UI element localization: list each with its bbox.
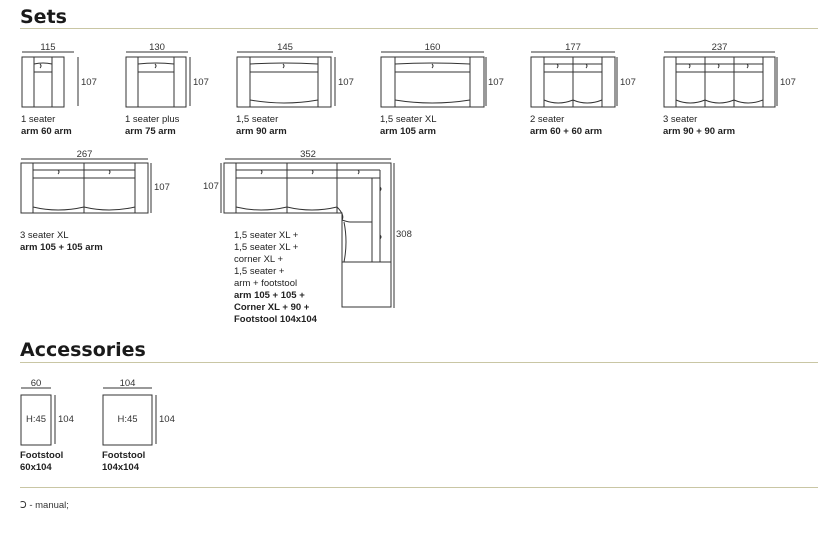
width-dimension: 104 <box>119 378 136 389</box>
width-dimension: 160 <box>424 42 441 53</box>
footstool-height-text: H:45 <box>25 414 47 425</box>
set-arm-label: arm 105 + 105 arm <box>20 242 103 253</box>
set-arm-label: arm 90 arm <box>236 126 287 137</box>
width-dimension: 267 <box>76 149 93 160</box>
accessory-size: 104x104 <box>102 462 139 473</box>
width-dimension: 237 <box>711 42 728 53</box>
depth-dimension: 308 <box>396 229 412 240</box>
accessory-name: Footstool <box>102 450 146 461</box>
legend-text: - manual; <box>29 500 69 511</box>
set-label: 1 seater plus <box>125 114 180 125</box>
height-dimension: 107 <box>203 181 219 192</box>
set-label: 3 seater XL <box>20 230 69 241</box>
set-label: 1 seater <box>21 114 56 125</box>
set-label: 3 seater <box>663 114 698 125</box>
height-dimension: 107 <box>193 77 209 88</box>
width-dimension: 177 <box>565 42 581 53</box>
set-label: 2 seater <box>530 114 565 125</box>
accessory-name: Footstool <box>20 450 64 461</box>
set-arm-label: arm 60 + 60 arm <box>530 126 603 137</box>
set-label: 1,5 seater <box>236 114 279 125</box>
sets-heading: Sets <box>20 6 67 28</box>
height-dimension: 107 <box>488 77 504 88</box>
height-dimension: 107 <box>780 77 796 88</box>
manual-recliner-icon: Ↄ <box>20 500 27 511</box>
set-arm-label: arm 60 arm <box>21 126 72 137</box>
set-label: 1,5 seater XL <box>380 114 437 125</box>
corner-set-label-3: corner XL + <box>234 254 284 265</box>
set-arm-label: arm 90 + 90 arm <box>663 126 736 137</box>
corner-set-label-1: 1,5 seater XL + <box>234 230 299 241</box>
height-dimension: 107 <box>154 182 170 193</box>
set-arm-label: arm 75 arm <box>125 126 176 137</box>
legend-divider <box>20 487 818 488</box>
corner-set-bold-1: arm 105 + 105 + <box>234 290 305 301</box>
corner-set-label-2: 1,5 seater XL + <box>234 242 299 253</box>
width-dimension: 145 <box>277 42 293 53</box>
corner-set-label-5: arm + footstool <box>234 278 298 289</box>
set-arm-label: arm 105 arm <box>380 126 436 137</box>
height-dimension: 104 <box>58 414 74 425</box>
width-dimension: 60 <box>30 378 42 389</box>
width-dimension: 130 <box>149 42 165 53</box>
accessory-size: 60x104 <box>20 462 52 473</box>
height-dimension: 107 <box>81 77 97 88</box>
width-dimension: 352 <box>300 149 316 160</box>
footstool-height-text: H:45 <box>117 414 138 425</box>
width-dimension: 115 <box>40 42 56 53</box>
corner-set-bold-3: Footstool 104x104 <box>234 314 317 325</box>
height-dimension: 104 <box>159 414 175 425</box>
height-dimension: 107 <box>620 77 636 88</box>
accessories-heading: Accessories <box>20 339 146 361</box>
height-dimension: 107 <box>338 77 354 88</box>
legend <box>20 500 69 511</box>
corner-set-label-4: 1,5 seater + <box>234 266 285 277</box>
corner-set-bold-2: Corner XL + 90 + <box>234 302 310 313</box>
